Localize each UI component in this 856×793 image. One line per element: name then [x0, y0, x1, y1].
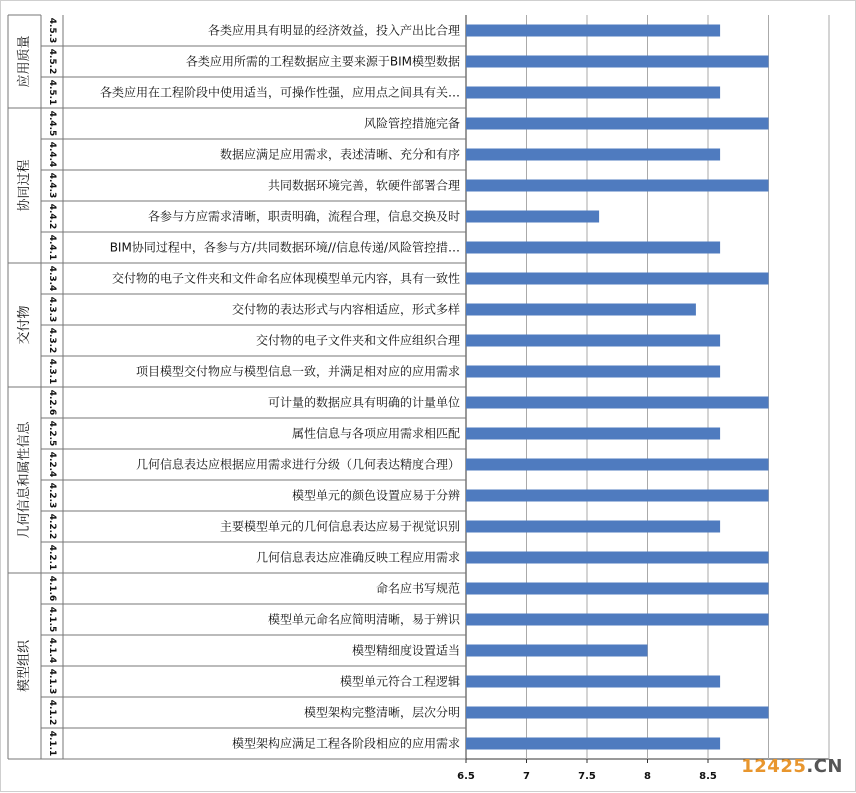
category-code: 4.2.2 [47, 513, 57, 540]
bar [466, 56, 769, 68]
category-label: 交付物的电子文件夹和文件命名应体现模型单元内容，具有一致性 [111, 271, 460, 286]
category-code: 4.1.1 [47, 730, 57, 757]
category-code: 4.3.4 [47, 265, 57, 292]
category-label: 各类应用具有明显的经济效益，投入产出比合理 [207, 23, 460, 38]
category-code: 4.1.3 [47, 668, 57, 695]
category-label: 模型精细度设置适当 [351, 643, 460, 658]
category-code: 4.4.5 [47, 110, 57, 137]
category-label: 主要模型单元的几何信息表达应易于视觉识别 [219, 519, 460, 534]
bar [466, 211, 599, 223]
category-label: BIM协同过程中，各参与方/共同数据环境//信息传递/风险管控措… [109, 240, 460, 255]
category-label: 风险管控措施完备 [363, 116, 460, 131]
bar [466, 459, 769, 471]
bar [466, 87, 720, 99]
group-label: 模型组织 [17, 639, 32, 693]
group-label: 交付物 [17, 305, 32, 345]
bar [466, 335, 720, 347]
category-code: 4.2.3 [47, 482, 57, 509]
category-code: 4.1.5 [47, 606, 57, 633]
category-label: 可计量的数据应具有明确的计量单位 [267, 395, 460, 410]
bar [466, 273, 769, 285]
x-tick-label: 6.5 [457, 771, 475, 782]
group-label: 几何信息和属性信息 [17, 421, 32, 539]
category-code: 4.4.1 [47, 234, 57, 261]
category-label: 各类应用所需的工程数据应主要来源于BIM模型数据 [185, 54, 460, 69]
x-tick-label: 7.5 [578, 771, 596, 782]
group-label: 应用质量 [17, 35, 32, 88]
bar [466, 366, 720, 378]
category-label: 模型架构完整清晰，层次分明 [303, 705, 460, 720]
x-tick-label: 8.5 [699, 771, 717, 782]
watermark-domain: .CN [806, 756, 843, 777]
category-code: 4.4.4 [47, 141, 57, 168]
category-label: 模型单元命名应简明清晰，易于辨识 [267, 612, 460, 627]
bar [466, 242, 720, 254]
category-label: 命名应书写规范 [375, 581, 460, 596]
category-code: 4.2.4 [47, 451, 57, 478]
bar [466, 521, 720, 533]
category-label: 项目模型交付物应与模型信息一致，并满足相对应的应用需求 [135, 364, 460, 379]
category-label: 模型单元的颜色设置应易于分辨 [291, 488, 460, 503]
category-label: 共同数据环境完善，软硬件部署合理 [267, 178, 460, 193]
category-code: 4.4.2 [47, 203, 57, 230]
category-label: 各类应用在工程阶段中使用适当，可操作性强，应用点之间具有关… [99, 85, 460, 100]
bar [466, 707, 769, 719]
group-label: 协同过程 [17, 159, 32, 212]
category-label: 模型架构应满足工程各阶段相应的应用需求 [231, 736, 460, 751]
bar [466, 25, 720, 37]
bar [466, 676, 720, 688]
category-code: 4.3.3 [47, 296, 57, 323]
category-code: 4.2.6 [47, 389, 57, 416]
bar [466, 149, 720, 161]
category-label: 几何信息表达应根据应用需求进行分级（几何表达精度合理） [135, 457, 460, 472]
bar [466, 583, 769, 595]
bar [466, 428, 720, 440]
category-label: 几何信息表达应准确反映工程应用需求 [255, 550, 460, 565]
bar [466, 490, 769, 502]
x-tick-label: 7 [523, 771, 530, 782]
bar [466, 614, 769, 626]
bar [466, 552, 769, 564]
bar [466, 738, 720, 750]
bar-chart [1, 1, 856, 793]
category-label: 交付物的表达形式与内容相适应，形式多样 [231, 302, 460, 317]
category-code: 4.1.2 [47, 699, 57, 726]
category-code: 4.3.2 [47, 327, 57, 354]
category-code: 4.2.1 [47, 544, 57, 571]
bar [466, 304, 696, 316]
watermark-number: 12425 [741, 756, 807, 777]
category-code: 4.3.1 [47, 358, 57, 385]
x-tick-label: 8 [644, 771, 651, 782]
category-code: 4.1.4 [47, 637, 57, 664]
category-label: 属性信息与各项应用需求相匹配 [291, 426, 460, 441]
category-label: 数据应满足应用需求，表述清晰、充分和有序 [219, 147, 460, 162]
category-label: 各参与方应需求清晰，职责明确，流程合理，信息交换及时 [147, 209, 460, 224]
bar [466, 645, 648, 657]
category-label: 模型单元符合工程逻辑 [339, 674, 460, 689]
category-code: 4.4.3 [47, 172, 57, 199]
bar [466, 180, 769, 192]
category-label: 交付物的电子文件夹和文件应组织合理 [255, 333, 460, 348]
category-code: 4.5.3 [47, 17, 57, 44]
category-code: 4.2.5 [47, 420, 57, 447]
site-watermark [741, 756, 843, 777]
category-code: 4.5.1 [47, 79, 57, 106]
category-code: 4.1.6 [47, 575, 57, 602]
bar [466, 397, 769, 409]
category-code: 4.5.2 [47, 48, 57, 75]
bar [466, 118, 769, 130]
